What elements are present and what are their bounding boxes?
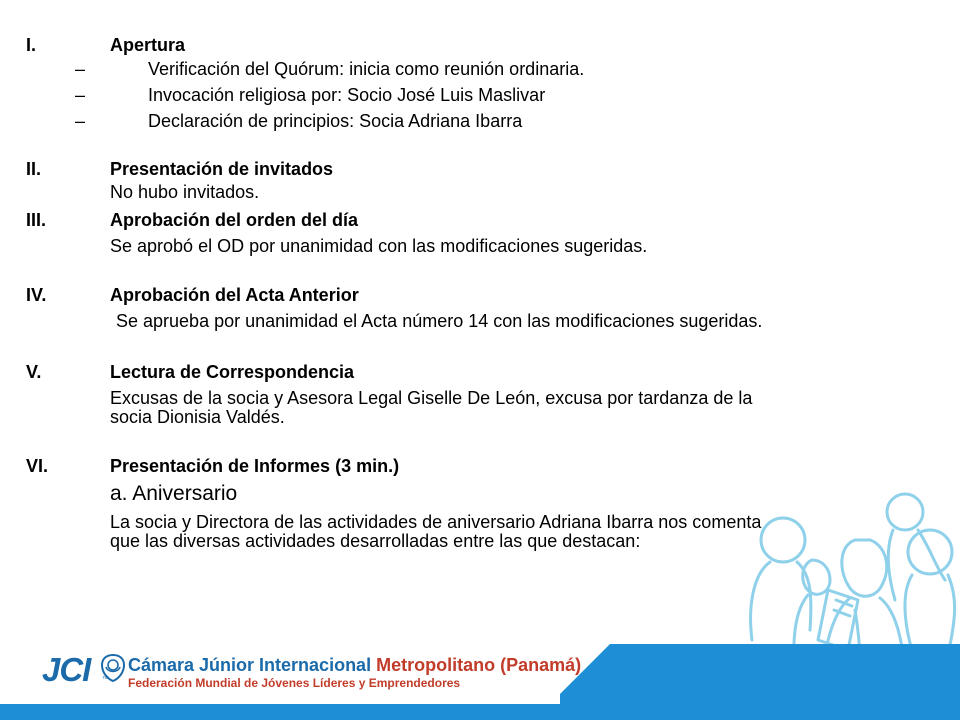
section-1-numeral: I. [26,35,37,55]
org-name [128,655,581,676]
org-tagline: Federación Mundial de Jóvenes Líderes y Emprendedores [128,676,461,690]
section-5-title: Lectura de Correspondencia [110,362,355,382]
section-1-item-3: Declaración de principios: Socia Adriana Ibarra [148,111,523,131]
section-2-title: Presentación de invitados [110,159,334,179]
section-1-item-3-dash: – [75,111,86,131]
section-1-item-2-dash: – [75,85,86,105]
section-4-body: Se aprueba por unanimidad el Acta número 14 con las modificaciones sugeridas. [116,311,763,331]
section-1-item-2: Invocación religiosa por: Socio José Luis Maslivar [148,85,546,105]
org-name-part-2: Metropolitano (Panamá) [376,655,582,675]
section-6-body-line-2: que las diversas actividades desarrolladas entre las que destacan: [110,531,641,551]
section-5-numeral: V. [26,362,42,382]
section-6-body-line-1: La socia y Directora de las actividades de aniversario Adriana Ibarra nos comenta [110,512,762,532]
section-3-title: Aprobación del orden del día [110,210,359,230]
trademark-mark: ™ [102,676,109,683]
section-1-item-1-dash: – [75,59,86,79]
section-5-body-line-1: Excusas de la socia y Asesora Legal Giselle De León, excusa por tardanza de la [110,388,753,408]
section-1-item-1: Verificación del Quórum: inicia como reunión ordinaria. [148,59,585,79]
section-3-numeral: III. [26,210,47,230]
section-5-body-line-2: socia Dionisia Valdés. [110,407,285,427]
section-3-body: Se aprobó el OD por unanimidad con las modificaciones sugeridas. [110,236,648,256]
jci-logo: JCI [42,651,91,688]
section-2-numeral: II. [26,159,42,179]
section-2-body: No hubo invitados. [110,182,260,202]
section-6-subheading: a. Aniversario [110,482,238,505]
section-6-numeral: VI. [26,456,49,476]
section-1-title: Apertura [110,35,186,55]
section-6-title: Presentación de Informes (3 min.) [110,456,400,476]
section-4-title: Aprobación del Acta Anterior [110,285,359,305]
section-4-numeral: IV. [26,285,47,305]
org-name-part-1: Cámara Júnior Internacional [128,655,372,675]
